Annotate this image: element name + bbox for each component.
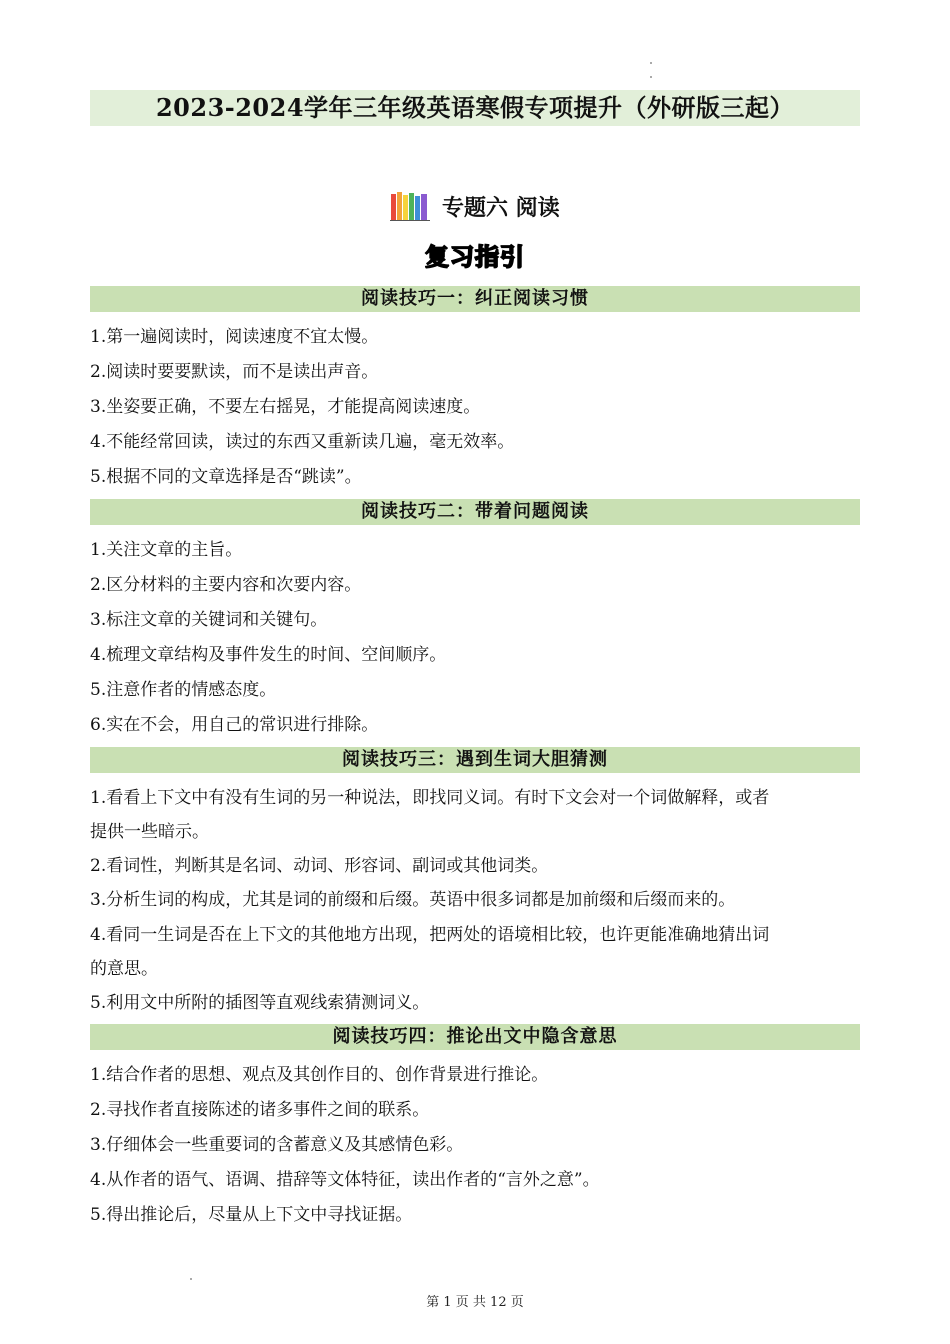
section-3-line: 3.分析生词的构成，尤其是词的前缀和后缀。英语中很多词都是加前缀和后缀而来的。: [90, 890, 736, 910]
section-heading-3: 阅读技巧三：遇到生词大胆猜测: [90, 747, 860, 773]
scan-mark: [190, 1278, 192, 1280]
section-1-line: 1.第一遍阅读时，阅读速度不宜太慢。: [90, 327, 379, 347]
section-3-line: 4.看同一生词是否在上下文的其他地方出现，把两处的语境相比较，也许更能准确地猜出词: [90, 925, 770, 945]
scan-mark: [650, 62, 652, 64]
section-4-line: 2.寻找作者直接陈述的诸多事件之间的联系。: [90, 1100, 430, 1120]
section-3-line: 1.看看上下文中有没有生词的另一种说法，即找同义词。有时下文会对一个词做解释，或者: [90, 788, 770, 808]
section-1-line: 4.不能经常回读，读过的东西又重新读几遍，毫无效率。: [90, 432, 515, 452]
books-icon: [390, 191, 430, 234]
section-heading-1: 阅读技巧一：纠正阅读习惯: [90, 286, 860, 312]
section-4-line: 4.从作者的语气、语调、措辞等文体特征，读出作者的“言外之意”。: [90, 1170, 600, 1190]
section-heading-4: 阅读技巧四：推论出文中隐含意思: [90, 1024, 860, 1050]
document-title: 2023-2024学年三年级英语寒假专项提升（外研版三起）: [90, 90, 860, 126]
scan-mark: [650, 76, 652, 78]
section-heading-2: 阅读技巧二：带着问题阅读: [90, 499, 860, 525]
section-4-line: 1.结合作者的思想、观点及其创作目的、创作背景进行推论。: [90, 1065, 549, 1085]
page-footer: 第 1 页 共 12 页: [426, 1295, 524, 1310]
section-4-line: 5.得出推论后，尽量从上下文中寻找证据。: [90, 1205, 413, 1225]
topic-title: 专题六 阅读: [442, 195, 560, 221]
topic-heading: [0, 188, 950, 234]
section-1-line: 2.阅读时要要默读，而不是读出声音。: [90, 362, 379, 382]
section-2-line: 3.标注文章的关键词和关键句。: [90, 610, 328, 630]
section-1-line: 5.根据不同的文章选择是否“跳读”。: [90, 467, 362, 487]
section-2-line: 6.实在不会，用自己的常识进行排除。: [90, 715, 379, 735]
section-3-line: 5.利用文中所附的插图等直观线索猜测词义。: [90, 993, 430, 1013]
review-heading: 复习指引: [425, 242, 525, 271]
section-2-line: 5.注意作者的情感态度。: [90, 680, 277, 700]
section-1-line: 3.坐姿要正确，不要左右摇晃，才能提高阅读速度。: [90, 397, 481, 417]
section-3-line: 提供一些暗示。: [90, 822, 209, 842]
section-2-line: 2.区分材料的主要内容和次要内容。: [90, 575, 362, 595]
section-4-line: 3.仔细体会一些重要词的含蓄意义及其感情色彩。: [90, 1135, 464, 1155]
section-3-line: 的意思。: [90, 959, 158, 979]
section-2-line: 4.梳理文章结构及事件发生的时间、空间顺序。: [90, 645, 447, 665]
section-3-line: 2.看词性，判断其是名词、动词、形容词、副词或其他词类。: [90, 856, 549, 876]
section-2-line: 1.关注文章的主旨。: [90, 540, 243, 560]
